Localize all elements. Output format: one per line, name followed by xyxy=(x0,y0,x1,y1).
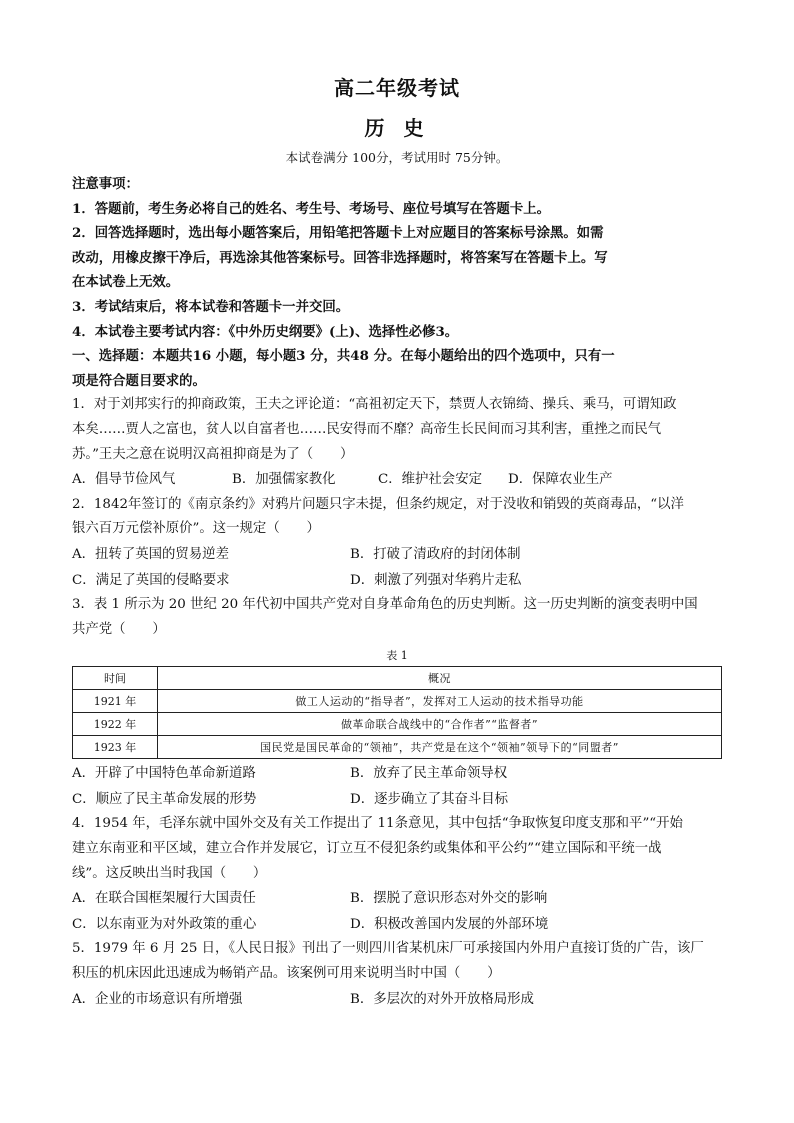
notes-heading: 注意事项： xyxy=(72,176,139,192)
question-stem: 共产党（ ） xyxy=(72,621,166,637)
options-row xyxy=(72,886,722,912)
note-line: 在本试卷上无效。 xyxy=(72,274,180,291)
note-line: 4．本试卷主要考试内容：《中外历史纲要》(上)、选择性必修3。 xyxy=(72,323,459,340)
option-d[interactable]: D．刺激了列强对华鸦片走私 xyxy=(350,572,522,588)
table-row xyxy=(73,736,722,759)
note-line: 1．答题前，考生务必将自己的姓名、考生号、考场号、座位号填写在答题卡上。 xyxy=(72,200,550,217)
table-cell-year: 1922 年 xyxy=(73,713,158,736)
table-cell-desc: 做工人运动的“指导者”，发挥对工人运动的技术指导功能 xyxy=(158,690,722,713)
question-stem: 银六百万元偿补原价”。这一规定（ ） xyxy=(72,521,320,537)
options-row xyxy=(72,912,722,938)
options-row xyxy=(72,987,722,1013)
note-line: 3．考试结束后，将本试卷和答题卡一并交回。 xyxy=(72,298,350,315)
option-a[interactable]: A．在联合国框架履行大国责任 xyxy=(72,891,256,907)
option-a[interactable]: A．扭转了英国的贸易逆差 xyxy=(72,546,229,562)
exam-body xyxy=(72,172,722,1012)
history-table xyxy=(72,666,722,759)
question-3 xyxy=(72,593,722,812)
option-c[interactable]: C．满足了英国的侵略要求 xyxy=(72,572,230,588)
options-row xyxy=(72,568,722,594)
table-header-row xyxy=(73,667,722,690)
option-a[interactable]: A．开辟了中国特色革命新道路 xyxy=(72,766,256,782)
question-stem: 1．对于刘邦实行的抑商政策，王夫之评论道：“高祖初定天下，禁贾人衣锦绮、操兵、乘马，可谓知政 xyxy=(72,397,677,413)
table-caption: 表 1 xyxy=(386,649,408,663)
section-heading: 一、选择题：本题共16 小题，每小题3 分，共48 分。在每小题给出的四个选项中，只有一 xyxy=(72,348,615,365)
question-stem: 积压的机床因此迅速成为畅销产品。该案例可用来说明当时中国（ ） xyxy=(72,966,501,982)
exam-info: 本试卷满分 100分，考试用时 75分钟。 xyxy=(285,150,509,165)
option-b[interactable]: B．放弃了民主革命领导权 xyxy=(350,766,508,782)
table-cell-year: 1921 年 xyxy=(73,690,158,713)
question-stem: 本矣……贾人之富也，贫人以自富者也……民安得而不靡？高帝生长民间而习其利害，重挫之而民气 xyxy=(72,421,662,437)
question-2 xyxy=(72,493,722,593)
exam-title: 高二年级考试 xyxy=(334,76,460,100)
subject-title: 历 史 xyxy=(364,116,430,140)
option-d[interactable]: D．逐步确立了其奋斗目标 xyxy=(350,791,509,807)
options-row xyxy=(72,787,722,813)
option-c[interactable]: C．以东南亚为对外政策的重心 xyxy=(72,916,257,932)
question-stem: 建立东南亚和平区域，建立合作并发展它，订立互不侵犯条约或集体和平公约”“建立国际和平统一战 xyxy=(72,841,662,857)
note-line: 2．回答选择题时，选出每小题答案后，用铅笔把答题卡上对应题目的答案标号涂黑。如需 xyxy=(72,225,604,242)
question-1 xyxy=(72,393,722,492)
question-stem: 2．1842年签订的《南京条约》对鸦片问题只字未提，但条约规定，对于没收和销毁的英商毒品，“以洋 xyxy=(72,496,684,512)
option-b[interactable]: B．加强儒家教化 xyxy=(232,472,336,488)
section-heading-cont: 项是符合题目要求的。 xyxy=(72,372,206,389)
table-header: 时间 xyxy=(73,667,158,690)
table-cell-desc: 做革命联合战线中的“合作者”“监督者” xyxy=(158,713,722,736)
question-stem: 苏。”王夫之意在说明汉高祖抑商是为了（ ） xyxy=(72,446,354,462)
options-row xyxy=(72,467,722,493)
question-stem: 5．1979 年 6 月 25 日，《人民日报》刊出了一则四川省某机床厂可承接国内外用户直接订货的广告，该厂 xyxy=(72,941,704,957)
option-d[interactable]: D．积极改善国内发展的外部环境 xyxy=(350,916,549,932)
table-cell-desc: 国民党是国民革命的“领袖”，共产党是在这个“领袖”领导下的“同盟者” xyxy=(158,736,722,759)
table-row xyxy=(73,713,722,736)
option-b[interactable]: B．摆脱了意识形态对外交的影响 xyxy=(350,891,548,907)
table-cell-year: 1923 年 xyxy=(73,736,158,759)
options-row xyxy=(72,761,722,787)
option-d[interactable]: D．保障农业生产 xyxy=(508,472,613,488)
table-header: 概况 xyxy=(158,667,722,690)
question-5 xyxy=(72,937,722,1012)
question-stem: 4．1954 年，毛泽东就中国外交及有关工作提出了 11条意见，其中包括“争取恢复印度支那和平”“开始 xyxy=(72,816,683,832)
note-line: 改动，用橡皮擦干净后，再选涂其他答案标号。回答非选择题时，将答案写在答题卡上。写 xyxy=(72,249,608,266)
question-4 xyxy=(72,812,722,937)
question-stem: 3．表 1 所示为 20 世纪 20 年代初中国共产党对自身革命角色的历史判断。这一历史判断的演变表明中国 xyxy=(72,597,698,613)
option-c[interactable]: C．顺应了民主革命发展的形势 xyxy=(72,791,257,807)
option-c[interactable]: C．维护社会安定 xyxy=(378,472,482,488)
option-b[interactable]: B．多层次的对外开放格局形成 xyxy=(350,991,534,1007)
question-stem: 线”。这反映出当时我国（ ） xyxy=(72,865,267,881)
options-row xyxy=(72,542,722,568)
table-row xyxy=(73,690,722,713)
option-b[interactable]: B．打破了清政府的封闭体制 xyxy=(350,546,521,562)
option-a[interactable]: A．倡导节俭风气 xyxy=(72,472,176,488)
option-a[interactable]: A．企业的市场意识有所增强 xyxy=(72,991,243,1007)
